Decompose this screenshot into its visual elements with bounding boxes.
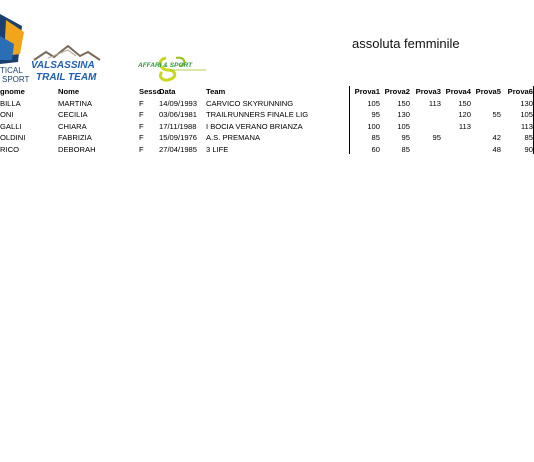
cell-nome: CHIARA [58,121,87,131]
header-data: Data [159,87,176,96]
header-cognome: gnome [0,87,25,96]
cell-team: I BOCIA VERANO BRIANZA [206,121,303,131]
cell-prova2: 85 [401,144,410,154]
cell-cognome: OLDINI [0,133,26,142]
vertical-sport-logo [0,14,30,86]
cell-prova4: 113 [458,121,471,131]
cell-data: 17/11/1988 [159,121,197,131]
header-prova3: Prova3 [415,87,441,96]
affari-sport-logo [136,54,214,82]
cell-prova4: 120 [458,110,471,119]
cell-prova2: 130 [397,110,410,119]
header-nome: Nome [58,87,80,96]
cell-nome: FABRIZIA [58,133,92,142]
results-table [0,86,534,155]
cell-team: A.S. PREMANA [206,133,261,142]
logo-left-line2: SPORT [2,75,30,84]
header-team: Team [206,87,226,96]
cell-prova5: 48 [492,144,501,154]
cell-prova1: 95 [371,110,380,119]
cell-prova2: 105 [397,121,410,131]
header-prova1: Prova1 [354,87,380,96]
cell-cognome: BILLA [0,98,21,108]
sheet-title: assoluta femminile [352,36,460,51]
table-row [0,121,534,133]
cell-data: 15/09/1976 [159,133,198,142]
logo-affari-text: AFFARI & SPORT [138,62,193,69]
left-column-rule [349,86,350,154]
cell-sesso: F [139,110,144,119]
cell-prova6: 113 [520,121,533,131]
cell-prova6: 85 [524,133,533,142]
cell-prova6: 130 [520,98,533,108]
cell-prova6: 105 [520,110,533,119]
cell-sesso: F [139,133,144,142]
cell-sesso: F [139,121,144,131]
table-row [0,109,534,121]
logo-left-line1: TICAL [0,66,23,75]
cell-prova2: 150 [397,98,410,108]
cell-prova5: 42 [492,133,501,142]
cell-cognome: GALLI [0,121,22,131]
header-prova6: Prova6 [507,87,533,96]
cell-data: 27/04/1985 [159,144,198,154]
cell-prova2: 95 [401,133,410,142]
cell-prova4: 150 [458,98,471,108]
cell-cognome: RICO [0,144,19,154]
header-prova2: Prova2 [384,87,410,96]
cell-team: TRAILRUNNERS FINALE LIG [206,110,309,119]
cell-data: 14/09/1993 [159,98,198,108]
header-prova4: Prova4 [445,87,471,96]
cell-prova1: 60 [371,144,380,154]
cell-sesso: F [139,98,144,108]
cell-prova1: 85 [371,133,380,142]
table-row [0,144,534,156]
cell-prova3: 113 [428,98,441,108]
cell-team: CARVICO SKYRUNNING [206,98,294,108]
table-row [0,98,534,110]
cell-prova5: 55 [492,110,501,119]
logo-valsassina-line2: TRAIL TEAM [36,72,97,83]
cell-sesso: F [139,144,144,154]
logo-valsassina-line1: VALSASSINA [31,60,95,71]
cell-prova6: 90 [524,144,533,154]
table-row [0,132,534,144]
cell-prova3: 95 [432,133,441,142]
cell-cognome: ONI [0,110,14,119]
header-sesso: Sesso [139,87,162,96]
cell-data: 03/06/1981 [159,110,198,119]
cell-nome: MARTINA [58,98,93,108]
cell-nome: CECILIA [58,110,88,119]
cell-team: 3 LIFE [206,144,229,154]
table-header-row [0,86,534,98]
cell-prova1: 105 [367,98,380,108]
cell-prova1: 100 [367,121,380,131]
header-prova5: Prova5 [475,87,501,96]
cell-nome: DEBORAH [58,144,96,154]
valsassina-trail-team-logo [28,44,112,84]
